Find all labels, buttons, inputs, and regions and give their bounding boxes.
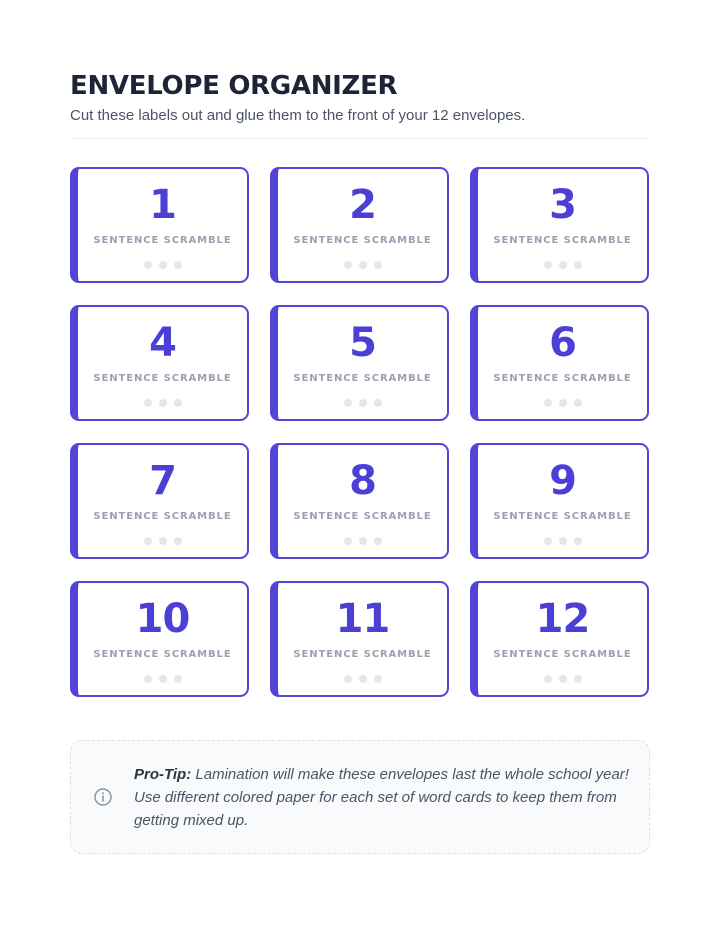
envelope-label-text: SENTENCE SCRAMBLE	[293, 649, 432, 660]
envelope-number: 12	[535, 596, 590, 642]
envelope-number: 7	[149, 458, 176, 504]
pro-tip-lead: Pro-Tip:	[134, 766, 192, 783]
envelope-label-card	[270, 305, 449, 421]
dot	[344, 399, 352, 407]
envelope-label-text: SENTENCE SCRAMBLE	[293, 235, 432, 246]
dot	[174, 537, 182, 545]
dot	[374, 261, 382, 269]
dot	[159, 399, 167, 407]
envelope-label-card	[70, 305, 249, 421]
dot	[174, 399, 182, 407]
dot	[359, 675, 367, 683]
decorative-dots	[278, 537, 447, 545]
envelope-label-text: SENTENCE SCRAMBLE	[293, 373, 432, 384]
dot	[574, 537, 582, 545]
dot	[144, 675, 152, 683]
dot	[574, 261, 582, 269]
dot	[374, 675, 382, 683]
dot	[374, 399, 382, 407]
envelope-number: 1	[149, 182, 176, 228]
envelope-number: 6	[549, 320, 576, 366]
dot	[544, 261, 552, 269]
dot	[544, 399, 552, 407]
dot	[544, 537, 552, 545]
dot	[359, 537, 367, 545]
envelope-label-card	[270, 581, 449, 697]
dot	[159, 537, 167, 545]
envelope-number: 4	[149, 320, 176, 366]
dot	[159, 261, 167, 269]
dot	[174, 261, 182, 269]
dot	[559, 537, 567, 545]
envelope-label-text: SENTENCE SCRAMBLE	[93, 235, 232, 246]
dot	[344, 261, 352, 269]
page-header	[70, 70, 649, 126]
envelope-label-card	[70, 167, 249, 283]
decorative-dots	[78, 675, 247, 683]
dot	[374, 537, 382, 545]
envelope-number: 8	[349, 458, 376, 504]
decorative-dots	[478, 399, 647, 407]
envelope-label-text: SENTENCE SCRAMBLE	[493, 235, 632, 246]
dot	[144, 537, 152, 545]
envelope-number: 9	[549, 458, 576, 504]
decorative-dots	[278, 675, 447, 683]
envelope-number: 2	[349, 182, 376, 228]
dot	[574, 675, 582, 683]
decorative-dots	[478, 261, 647, 269]
page-title: ENVELOPE ORGANIZER	[70, 71, 398, 101]
info-icon	[93, 787, 113, 807]
dot	[144, 261, 152, 269]
decorative-dots	[478, 675, 647, 683]
envelope-label-card	[270, 167, 449, 283]
dot	[344, 537, 352, 545]
envelope-label-text: SENTENCE SCRAMBLE	[493, 511, 632, 522]
dot	[359, 261, 367, 269]
envelope-label-card	[70, 443, 249, 559]
envelope-number: 5	[349, 320, 376, 366]
envelope-label-card	[470, 167, 649, 283]
envelope-label-text: SENTENCE SCRAMBLE	[293, 511, 432, 522]
envelope-label-card	[470, 443, 649, 559]
envelope-label-text: SENTENCE SCRAMBLE	[493, 649, 632, 660]
envelope-number: 11	[335, 596, 390, 642]
envelope-label-text: SENTENCE SCRAMBLE	[93, 511, 232, 522]
envelope-label-card	[470, 305, 649, 421]
pro-tip-box	[70, 740, 650, 854]
decorative-dots	[478, 537, 647, 545]
dot	[344, 675, 352, 683]
envelope-label-card	[470, 581, 649, 697]
page-subtitle: Cut these labels out and glue them to the front of your 12 envelopes.	[70, 107, 526, 124]
envelope-label-text: SENTENCE SCRAMBLE	[493, 373, 632, 384]
decorative-dots	[78, 261, 247, 269]
dot	[559, 399, 567, 407]
dot	[574, 399, 582, 407]
pro-tip-body: Lamination will make these envelopes last the whole school year! Use different colored paper for each set of word cards to keep them from getting mixed up.	[134, 766, 629, 829]
envelope-label-text: SENTENCE SCRAMBLE	[93, 373, 232, 384]
pro-tip-text	[134, 763, 634, 832]
dot	[159, 675, 167, 683]
label-grid	[70, 167, 650, 697]
header-divider	[70, 138, 649, 139]
envelope-number: 10	[135, 596, 190, 642]
decorative-dots	[278, 399, 447, 407]
dot	[544, 675, 552, 683]
decorative-dots	[78, 537, 247, 545]
dot	[559, 261, 567, 269]
envelope-label-card	[270, 443, 449, 559]
envelope-label-text: SENTENCE SCRAMBLE	[93, 649, 232, 660]
envelope-label-card	[70, 581, 249, 697]
dot	[559, 675, 567, 683]
dot	[359, 399, 367, 407]
dot	[144, 399, 152, 407]
envelope-number: 3	[549, 182, 576, 228]
decorative-dots	[278, 261, 447, 269]
decorative-dots	[78, 399, 247, 407]
dot	[174, 675, 182, 683]
